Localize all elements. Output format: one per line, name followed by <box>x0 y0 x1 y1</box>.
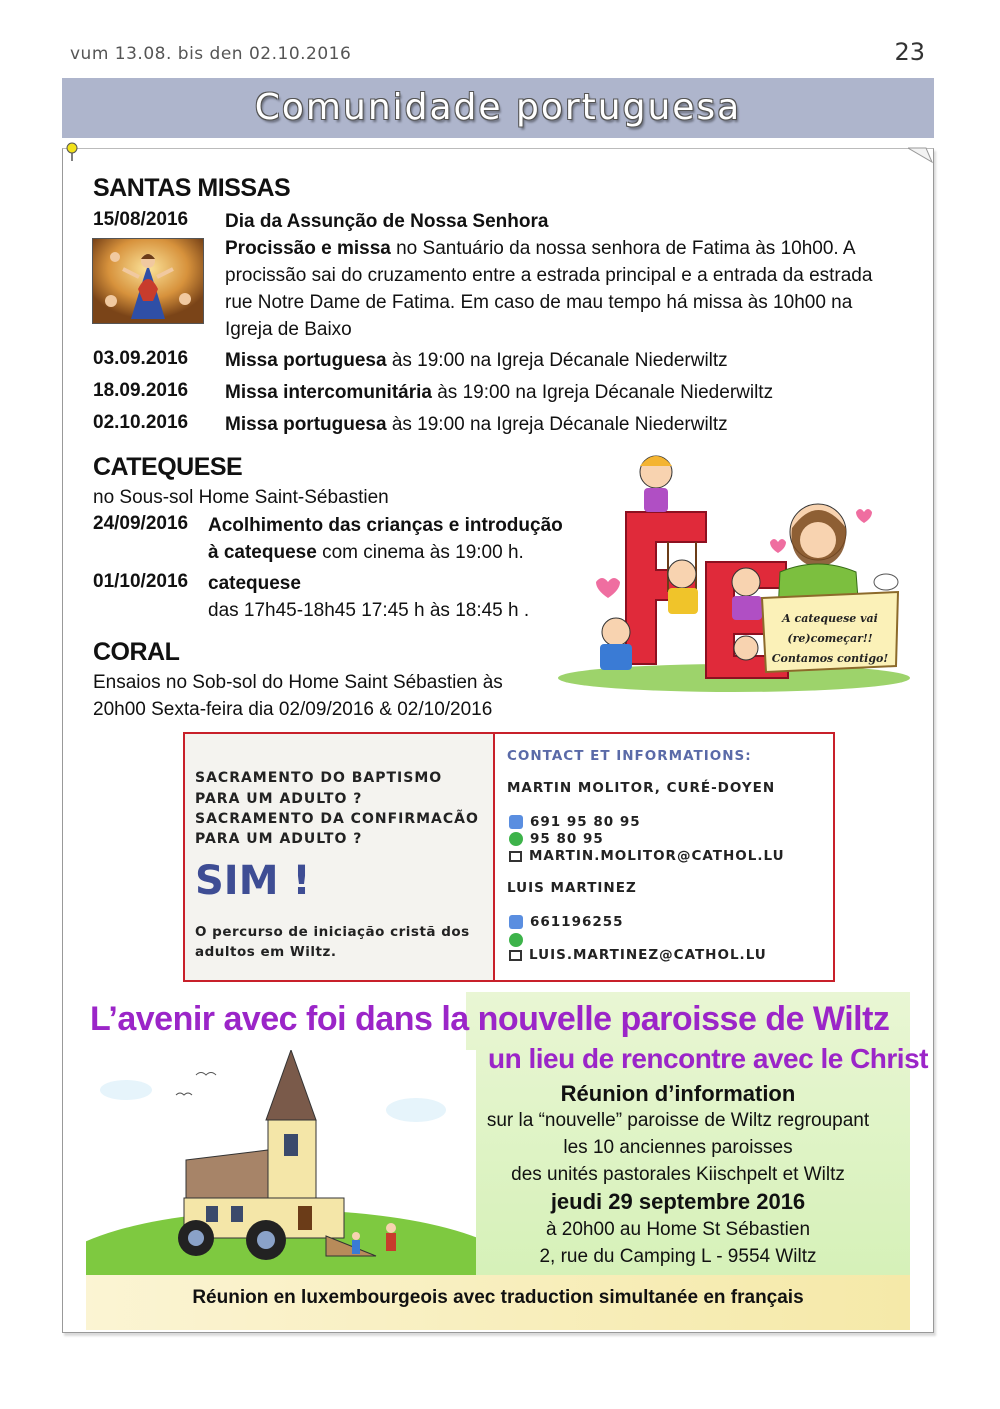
contact-p1-email-row <box>509 848 785 864</box>
missas-title: SANTAS MISSAS <box>93 174 291 202</box>
reunion-time: à 20h00 au Home St Sébastien <box>545 1219 811 1240</box>
email-icon <box>509 851 522 862</box>
contact-ad-box <box>493 732 835 982</box>
missas-entry-bold: Missa portuguesa <box>225 350 387 371</box>
missas-main-text: no Santuário da nossa senhora de Fatima às 10h00. A procissão sai do cruzamento entre a estrada principal e a entrada da estrada rue Notre Dame de Fatima. Em caso de mau tempo há missa às 10h00 na Igreja de Baixo <box>225 238 873 340</box>
contact-p2-phone-row <box>509 914 624 930</box>
church-bus-image <box>86 1050 476 1275</box>
coral-title: CORAL <box>93 638 180 666</box>
reunion-line-1: sur la “nouvelle” paroisse de Wiltz regroupant <box>486 1110 870 1131</box>
catequese-date-2: 01/10/2016 <box>93 571 189 592</box>
missas-entry-date: 02.10.2016 <box>93 412 189 433</box>
reunion-line-2: les 10 anciennes paroisses <box>563 1137 793 1158</box>
whatsapp-icon <box>509 933 523 947</box>
contact-person-1: MARTIN MOLITOR, CURÉ-DOYEN <box>507 780 776 796</box>
missas-main-date: 15/08/2016 <box>93 209 189 230</box>
sim-text: SIM ! <box>195 858 311 904</box>
contact-heading: CONTACT ET INFORMATIONS: <box>507 748 752 764</box>
contact-p1-whatsapp[interactable]: 95 80 95 <box>530 831 604 847</box>
catequese-title-1: Acolhimento das crianças e introdução <box>208 515 563 536</box>
section-banner <box>62 78 934 138</box>
catequese-bold-2: à catequese <box>208 542 317 563</box>
contact-p2-email[interactable]: LUIS.MARTINEZ@CATHOL.LU <box>529 947 767 963</box>
header-dates: vum 13.08. bis den 02.10.2016 <box>70 44 352 64</box>
cartoon-sign-line-3: Contamos contigo! <box>771 652 889 665</box>
missas-entry-text: às 19:00 na Igreja Décanale Niederwiltz <box>386 414 728 435</box>
missas-entry <box>225 379 773 406</box>
phone-icon <box>509 815 523 829</box>
missas-entry <box>225 347 728 374</box>
banner-title: Comunidade portuguesa <box>254 87 742 128</box>
catequese-title: CATEQUESE <box>93 453 243 481</box>
missas-entry-bold: Missa intercomunitária <box>225 382 432 403</box>
catequese-title-2: catequese <box>208 573 301 594</box>
page-number: 23 <box>894 38 925 66</box>
contact-p1-phone-row <box>509 814 641 830</box>
catequese-text-1: com cinema às 19:00 h. <box>316 542 524 563</box>
avenir-subtitle: un lieu de rencontre avec le Christ <box>488 1043 928 1074</box>
missas-entry-text: às 19:00 na Igreja Décanale Niederwiltz <box>386 350 728 371</box>
contact-p1-phone[interactable]: 691 95 80 95 <box>530 814 641 830</box>
page-curl-icon <box>908 146 934 168</box>
avenir-title: L’avenir avec foi dans la nouvelle paroisse de Wiltz <box>90 1000 890 1038</box>
email-icon <box>509 950 522 961</box>
reunion-heading: Réunion d’information <box>560 1081 796 1106</box>
pin-icon <box>65 142 79 162</box>
missas-main-bold: Procissão e missa <box>225 238 391 259</box>
reunion-date: jeudi 29 septembre 2016 <box>550 1189 806 1214</box>
catequese-text-2: das 17h45-18h45 17:45 h às 18:45 h . <box>208 600 530 621</box>
phone-icon <box>509 915 523 929</box>
reunion-address: 2, rue du Camping L - 9554 Wiltz <box>539 1246 817 1267</box>
sacramento-footer-1: O percurso de iniciação cristã dos <box>195 924 470 940</box>
sacramento-line-1: SACRAMENTO DO BAPTISMO <box>195 770 443 786</box>
missas-main-title: Dia da Assunção de Nossa Senhora <box>225 211 549 232</box>
catequese-line-1b <box>208 539 524 566</box>
contact-person-2: LUIS MARTINEZ <box>507 880 637 896</box>
sacramento-ad-box <box>183 732 495 982</box>
sacramento-line-3: SACRAMENTO DA CONFIRMACÃO <box>195 811 479 827</box>
coral-line-1: Ensaios no Sob-sol do Home Saint Sébastien às <box>93 672 503 693</box>
missas-entry <box>225 411 728 438</box>
sacramento-footer-2: adultos em Wiltz. <box>195 944 337 960</box>
missas-entry-text: às 19:00 na Igreja Décanale Niederwiltz <box>431 382 774 403</box>
contact-p2-email-row <box>509 947 767 963</box>
assumption-painting-image <box>92 238 204 324</box>
reunion-line-3: des unités pastorales Kiischpelt et Wiltz <box>511 1164 845 1185</box>
reunion-footer-text: Réunion en luxembourgeois avec traduction simultanée en français <box>192 1287 804 1308</box>
cartoon-sign-line-1: A catequese vai <box>782 612 878 625</box>
missas-entry-bold: Missa portuguesa <box>225 414 387 435</box>
missas-entry-date: 03.09.2016 <box>93 348 189 369</box>
sacramento-line-2: PARA UM ADULTO ? <box>195 791 363 807</box>
missas-main-description <box>225 235 905 343</box>
contact-p1-whatsapp-row <box>509 831 604 847</box>
whatsapp-icon <box>509 832 523 846</box>
missas-entry-date: 18.09.2016 <box>93 380 189 401</box>
sacramento-line-4: PARA UM ADULTO ? <box>195 831 363 847</box>
coral-line-2: 20h00 Sexta-feira dia 02/09/2016 & 02/10/2016 <box>93 699 493 720</box>
catequese-date-1: 24/09/2016 <box>93 513 189 534</box>
catequese-cartoon-image <box>556 452 912 692</box>
contact-p2-phone[interactable]: 661196255 <box>530 914 624 930</box>
contact-p1-email[interactable]: MARTIN.MOLITOR@CATHOL.LU <box>529 848 785 864</box>
cartoon-sign-line-2: (re)começar!! <box>787 632 873 645</box>
catequese-location: no Sous-sol Home Saint-Sébastien <box>93 487 389 508</box>
